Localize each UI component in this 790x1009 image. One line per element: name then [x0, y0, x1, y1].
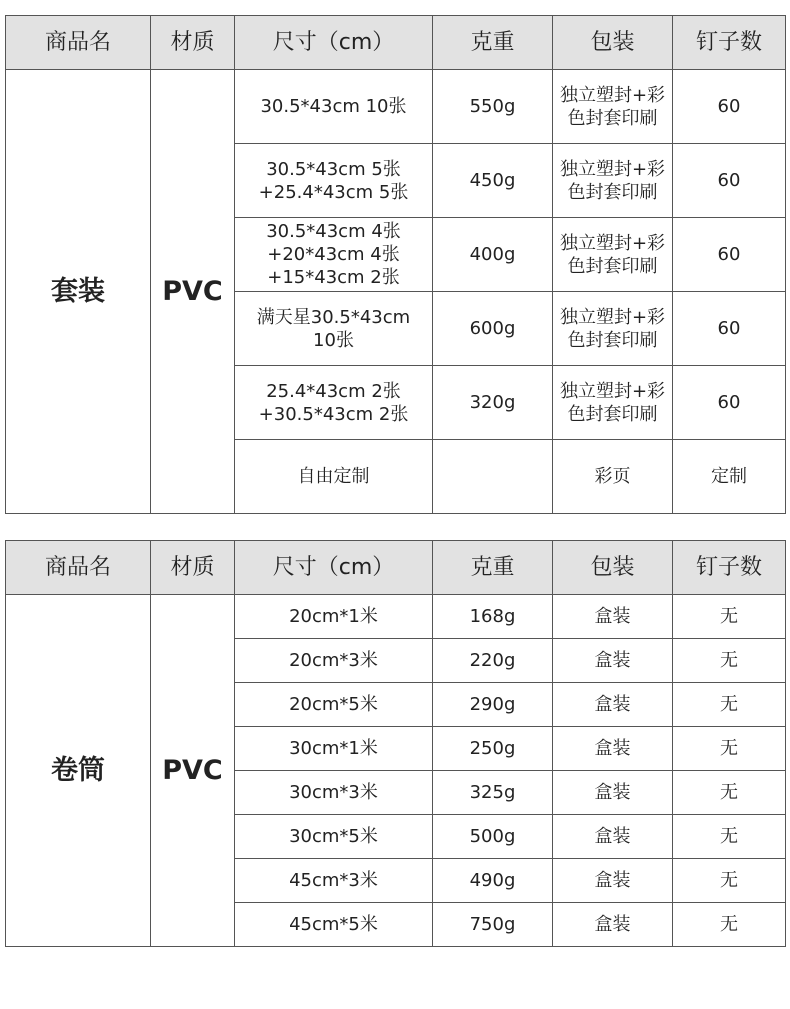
packaging-cell-line: 独立塑封+彩	[559, 380, 666, 402]
header-packaging: 包装	[553, 16, 673, 70]
size-cell	[235, 292, 433, 366]
packaging-cell: 盒装	[553, 771, 673, 815]
table-row	[6, 595, 786, 639]
packaging-cell-line: 彩页	[594, 466, 631, 487]
header-weight: 克重	[433, 16, 553, 70]
header-material: 材质	[151, 541, 235, 595]
packaging-cell-line: 色封套印刷	[567, 329, 658, 351]
size-cell-line: 10张	[313, 329, 354, 351]
weight-cell: 500g	[433, 815, 553, 859]
size-cell	[235, 144, 433, 218]
packaging-cell: 盒装	[553, 859, 673, 903]
size-cell-line: 30.5*43cm 10张	[260, 96, 407, 117]
weight-cell: 220g	[433, 639, 553, 683]
roll-header-row	[6, 541, 786, 595]
size-cell: 45cm*3米	[235, 859, 433, 903]
set-header-row	[6, 16, 786, 70]
packaging-cell: 盒装	[553, 639, 673, 683]
weight-cell: 450g	[433, 144, 553, 218]
header-size: 尺寸（cm）	[235, 541, 433, 595]
material-cell: PVC	[151, 70, 235, 514]
weight-cell: 400g	[433, 218, 553, 292]
packaging-cell	[553, 292, 673, 366]
packaging-cell: 盒装	[553, 727, 673, 771]
header-material: 材质	[151, 16, 235, 70]
roll-spec-table	[5, 540, 786, 947]
header-packaging: 包装	[553, 541, 673, 595]
size-cell: 45cm*5米	[235, 903, 433, 947]
weight-cell: 600g	[433, 292, 553, 366]
size-cell	[235, 218, 433, 292]
packaging-cell	[553, 70, 673, 144]
packaging-cell-line: 色封套印刷	[567, 403, 658, 425]
weight-cell: 550g	[433, 70, 553, 144]
size-cell: 20cm*5米	[235, 683, 433, 727]
header-product-name: 商品名	[6, 541, 151, 595]
nail-count-cell: 无	[673, 859, 786, 903]
weight-cell: 290g	[433, 683, 553, 727]
size-cell	[235, 366, 433, 440]
nail-count-cell: 无	[673, 727, 786, 771]
size-cell-line: 30.5*43cm 4张	[266, 221, 401, 242]
nail-count-cell: 无	[673, 683, 786, 727]
header-nail-count: 钉子数	[673, 16, 786, 70]
packaging-cell-line: 独立塑封+彩	[559, 84, 666, 106]
size-cell-line: 25.4*43cm 2张	[266, 380, 401, 402]
packaging-cell-line: 色封套印刷	[567, 181, 658, 203]
packaging-cell	[553, 440, 673, 514]
nail-count-cell: 无	[673, 771, 786, 815]
product-name-cell: 套装	[6, 70, 151, 514]
packaging-cell-line: 独立塑封+彩	[559, 232, 666, 254]
weight-cell: 490g	[433, 859, 553, 903]
nail-count-cell: 无	[673, 639, 786, 683]
nail-count-cell: 60	[673, 292, 786, 366]
size-cell: 30cm*3米	[235, 771, 433, 815]
size-cell-line: +25.4*43cm 5张	[258, 181, 409, 203]
packaging-cell	[553, 144, 673, 218]
size-cell-line: +15*43cm 2张	[267, 267, 400, 288]
size-cell-line: 30.5*43cm 5张	[266, 158, 401, 180]
size-cell-line: 满天星30.5*43cm	[256, 306, 411, 328]
size-cell: 20cm*1米	[235, 595, 433, 639]
product-name-cell: 卷筒	[6, 595, 151, 947]
nail-count-cell: 60	[673, 144, 786, 218]
nail-count-cell: 无	[673, 815, 786, 859]
size-cell: 30cm*5米	[235, 815, 433, 859]
packaging-cell: 盒装	[553, 683, 673, 727]
packaging-cell	[553, 366, 673, 440]
header-product-name: 商品名	[6, 16, 151, 70]
nail-count-cell: 60	[673, 366, 786, 440]
weight-cell	[433, 440, 553, 514]
nail-count-cell: 定制	[673, 440, 786, 514]
size-cell-line: +30.5*43cm 2张	[258, 403, 409, 425]
packaging-cell-line: 色封套印刷	[567, 255, 658, 277]
material-cell: PVC	[151, 595, 235, 947]
size-cell: 20cm*3米	[235, 639, 433, 683]
weight-cell: 325g	[433, 771, 553, 815]
packaging-cell-line: 独立塑封+彩	[559, 306, 666, 328]
size-cell	[235, 440, 433, 514]
nail-count-cell: 无	[673, 595, 786, 639]
table-row	[6, 70, 786, 144]
size-cell-line: 自由定制	[297, 466, 370, 487]
packaging-cell-line: 色封套印刷	[567, 107, 658, 129]
packaging-cell: 盒装	[553, 903, 673, 947]
nail-count-cell: 60	[673, 70, 786, 144]
packaging-cell	[553, 218, 673, 292]
nail-count-cell: 60	[673, 218, 786, 292]
weight-cell: 168g	[433, 595, 553, 639]
size-cell: 30cm*1米	[235, 727, 433, 771]
packaging-cell: 盒装	[553, 815, 673, 859]
header-size: 尺寸（cm）	[235, 16, 433, 70]
weight-cell: 750g	[433, 903, 553, 947]
packaging-cell-line: 独立塑封+彩	[559, 158, 666, 180]
packaging-cell: 盒装	[553, 595, 673, 639]
size-cell-line: +20*43cm 4张	[267, 244, 400, 265]
weight-cell: 320g	[433, 366, 553, 440]
nail-count-cell: 无	[673, 903, 786, 947]
size-cell	[235, 70, 433, 144]
header-weight: 克重	[433, 541, 553, 595]
set-spec-table	[5, 15, 786, 514]
weight-cell: 250g	[433, 727, 553, 771]
header-nail-count: 钉子数	[673, 541, 786, 595]
